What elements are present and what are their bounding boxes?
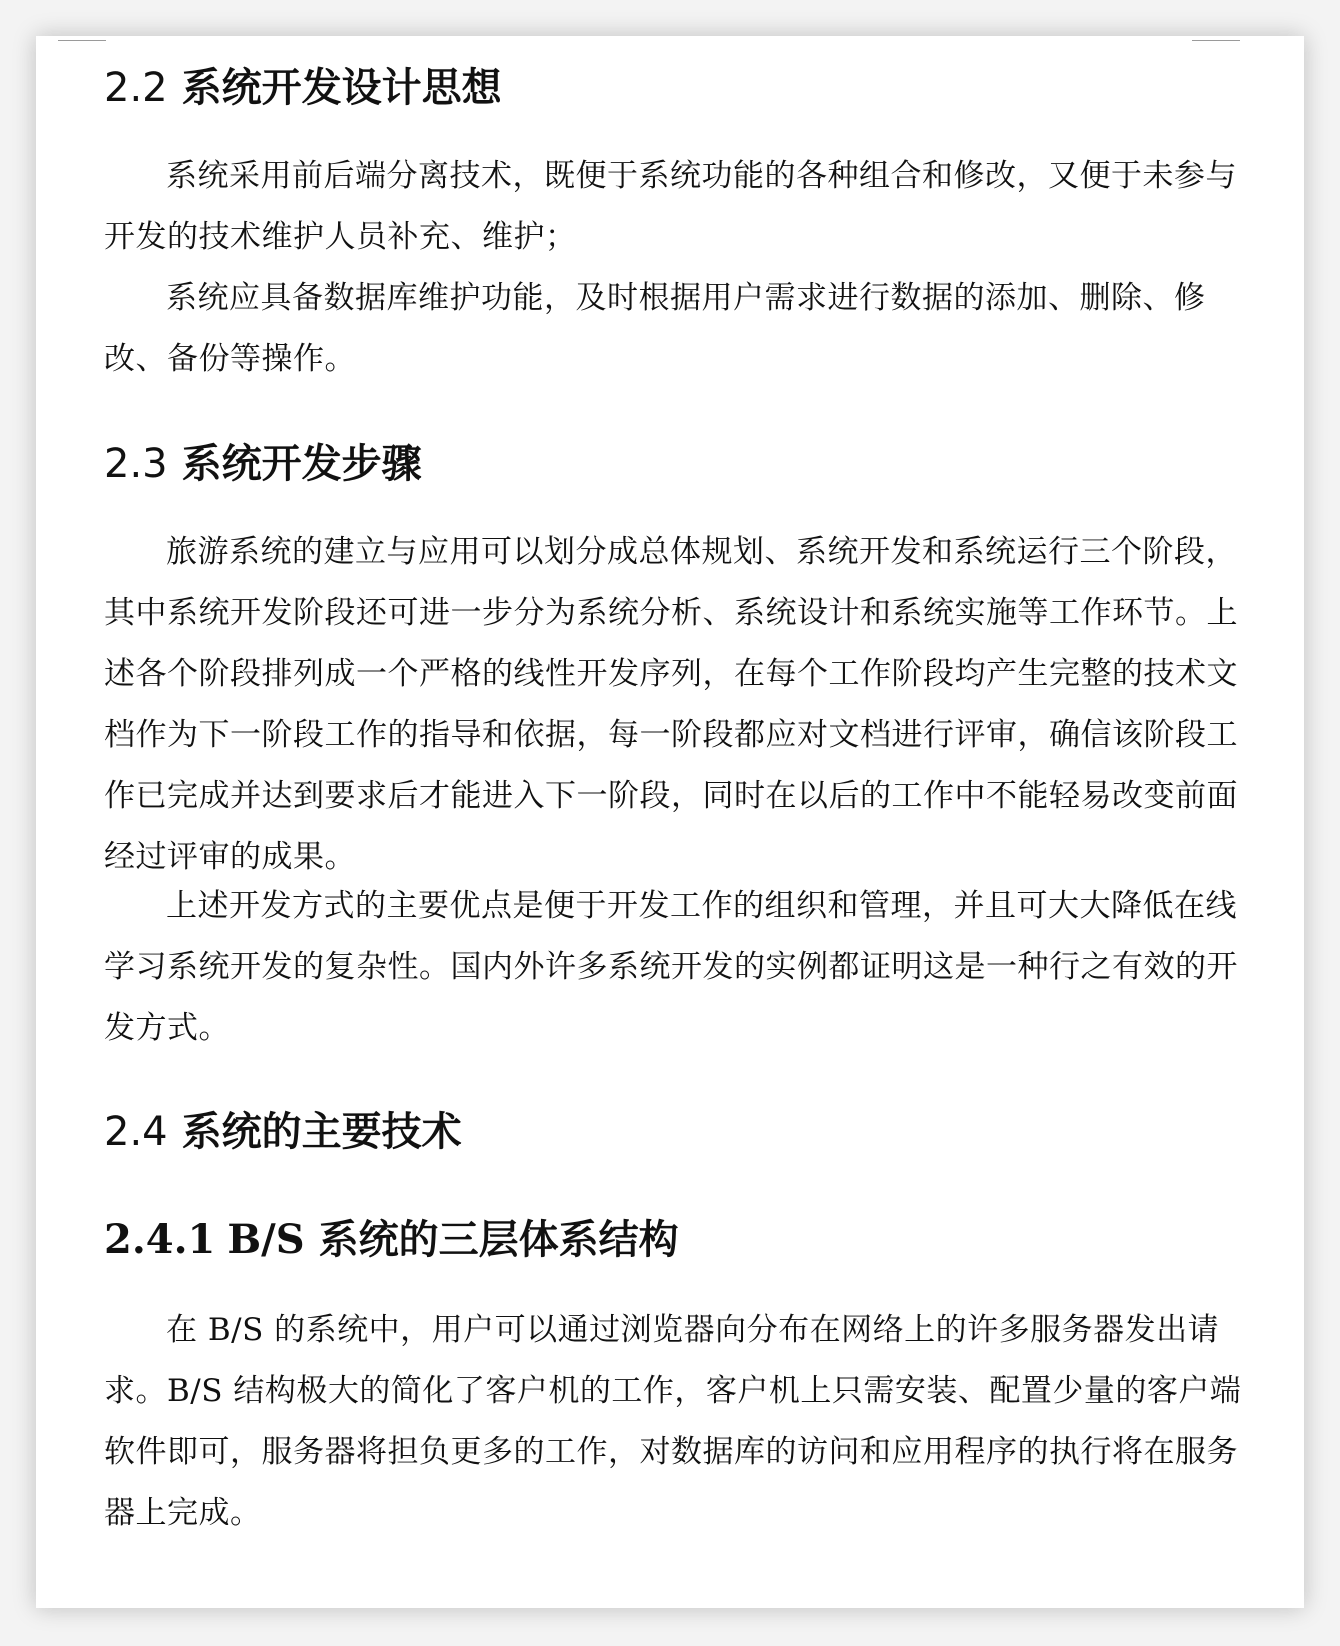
paragraph: 系统应具备数据库维护功能，及时根据用户需求进行数据的添加、删除、修改、备份等操作。 bbox=[104, 280, 1206, 377]
section-heading-2-3 bbox=[104, 432, 422, 489]
section-heading-2-4-1 bbox=[104, 1208, 679, 1265]
section-number: 2.4 bbox=[104, 1109, 168, 1155]
paragraph: 系统采用前后端分离技术，既便于系统功能的各种组合和修改，又便于未参与开发的技术维护人员补充、维护； bbox=[104, 158, 1237, 255]
section-title: B/S 系统的三层体系结构 bbox=[227, 1216, 679, 1263]
section-title: 系统的主要技术 bbox=[181, 1109, 462, 1155]
document-page bbox=[36, 36, 1304, 1608]
paragraph: 在 B/S 的系统中，用户可以通过浏览器向分布在网络上的许多服务器发出请求。B/S 结构极大的简化了客户机的工作，客户机上只需安装、配置少量的客户端软件即可，服务器将担负更多的工作，对数据库的访问和应用程序的执行将在服务器上完成。 bbox=[104, 1312, 1242, 1531]
section-heading-2-4 bbox=[104, 1100, 462, 1157]
paragraph: 上述开发方式的主要优点是便于开发工作的组织和管理，并且可大大降低在线学习系统开发的复杂性。国内外许多系统开发的实例都证明这是一种行之有效的开发方式。 bbox=[104, 888, 1238, 1046]
section-number: 2.3 bbox=[104, 441, 168, 487]
section-number: 2.2 bbox=[104, 65, 168, 111]
page-corner-mark-left bbox=[58, 40, 106, 41]
section-title: 系统开发设计思想 bbox=[181, 65, 502, 111]
section-number: 2.4.1 bbox=[104, 1216, 216, 1263]
section-title: 系统开发步骤 bbox=[181, 441, 422, 487]
paragraph: 旅游系统的建立与应用可以划分成总体规划、系统开发和系统运行三个阶段，其中系统开发阶段还可进一步分为系统分析、系统设计和系统实施等工作环节。上述各个阶段排列成一个严格的线性开发序列，在每个工作阶段均产生完整的技术文档作为下一阶段工作的指导和依据，每一阶段都应对文档进行评审，确信该阶段工作已完成并达到要求后才能进入下一阶段，同时在以后的工作中不能轻易改变前面经过评审的成果。 bbox=[104, 534, 1238, 875]
page-corner-mark-right bbox=[1192, 40, 1240, 41]
section-heading-2-2 bbox=[104, 56, 502, 113]
